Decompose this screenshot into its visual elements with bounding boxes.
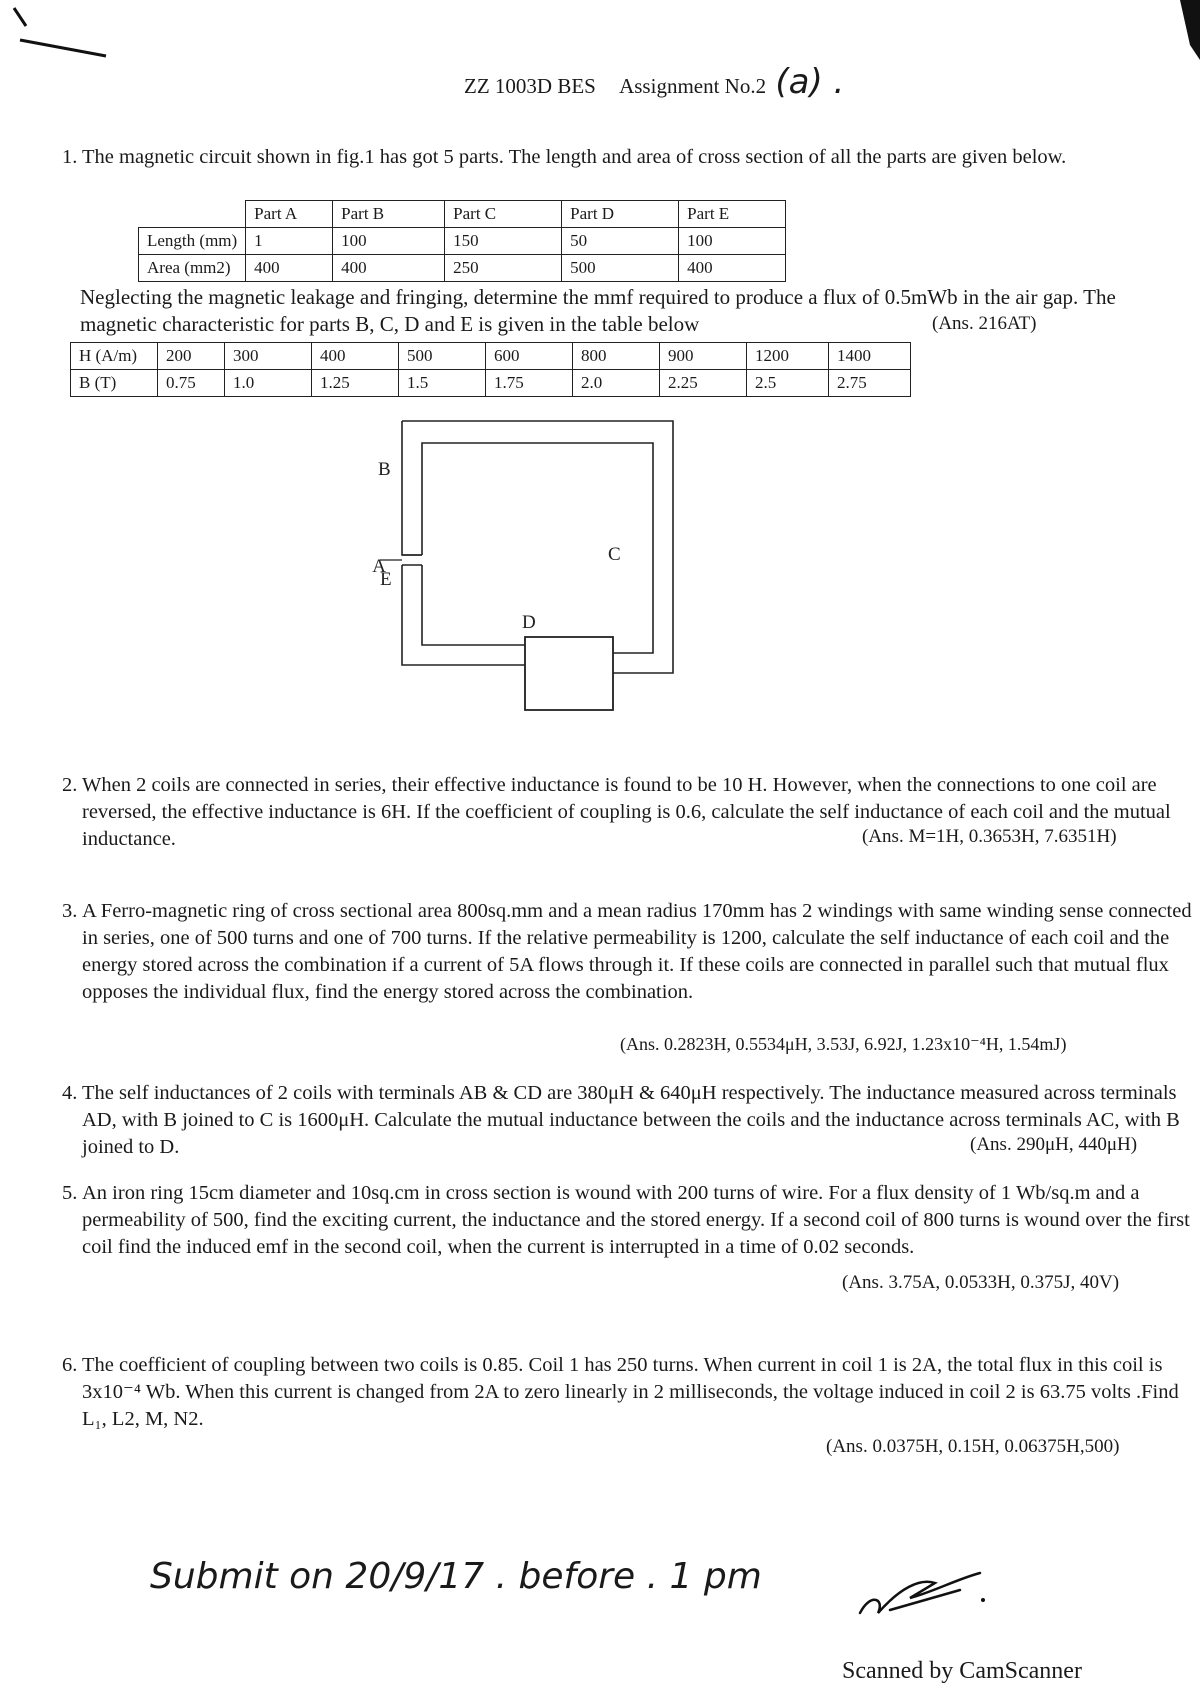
question-3-answer: (Ans. 0.2823H, 0.5534μH, 3.53J, 6.92J, 1.23x10⁻⁴H, 1.54mJ) [620,1034,1067,1054]
table-row [71,343,911,370]
parts-table [138,200,786,282]
table-row [71,370,911,397]
table-cell: Part B [333,201,445,228]
question-5 [62,1180,1192,1261]
signature-scribble [850,1558,990,1628]
question-1-text: Neglecting the magnetic leakage and fringing, determine the mmf required to produce a flux of 0.5mWb in the air gap. The magnetic characteristic for parts B, C, D and E is given in the table below [80,285,1116,336]
camscanner-watermark: Scanned by CamScanner [842,1658,1082,1684]
question-5-answer: (Ans. 3.75A, 0.0533H, 0.375J, 40V) [842,1272,1120,1293]
core-outline-b-outer [402,421,422,555]
question-4-answer: (Ans. 290μH, 440μH) [970,1134,1138,1155]
question-3-text: A Ferro-magnetic ring of cross sectional area 800sq.mm and a mean radius 170mm has 2 windings with same winding sense connected in series, one of 500 turns and one of 700 turns. If the relative permeability is 1200, calculate the self inductance of each coil and the energy stored across the combination if a current of 5A flows through it. If these coils are connected in parallel such that mutual flux opposes the individual flux, find the energy stored across the combination. [82,900,1192,1003]
table-row [139,228,786,255]
assignment-title: Assignment No.2 [619,74,767,98]
question-3 [62,898,1192,1006]
bh-table [70,342,911,397]
question-1-answer: (Ans. 216AT) [932,313,1037,334]
table-cell: 1400 [829,343,911,370]
part-d-block [525,637,613,710]
question-2-text: When 2 coils are connected in series, their effective inductance is found to be 10 H. However, when the connections to one coil are reversed, the effective inductance is 6H. If the coefficient of coupling is 0.6, calculate the self inductance of each coil and the mutual inductance. [82,774,1171,850]
handwritten-submit-note: Submit on 20/9/17 . before . 1 pm [150,1556,762,1597]
table-cell: 400 [312,343,399,370]
table-cell: 0.75 [158,370,225,397]
table-cell [139,201,246,228]
margin-mark-2 [20,40,106,56]
table-cell: 2.25 [660,370,747,397]
table-cell: 100 [679,228,786,255]
question-6-answer: (Ans. 0.0375H, 0.15H, 0.06375H,500) [826,1436,1120,1457]
question-1 [62,144,1192,171]
table-cell: Part C [445,201,562,228]
table-cell: B (T) [71,370,158,397]
table-cell: 1 [246,228,333,255]
table-cell: 400 [679,255,786,282]
core-outline-right [402,421,673,710]
question-1-intro: The magnetic circuit shown in fig.1 has got 5 parts. The length and area of cross section of all the parts are given below. [82,146,1067,168]
table-cell: 250 [445,255,562,282]
table-cell: 500 [562,255,679,282]
table-cell: 1200 [747,343,829,370]
table-cell: Part A [246,201,333,228]
label-e: E [380,569,392,590]
handwritten-suffix: (a) . [775,62,845,102]
table-cell: Area (mm2) [139,255,246,282]
table-cell: 400 [246,255,333,282]
table-cell: 100 [333,228,445,255]
core-outline-e-outer [402,565,525,665]
table-cell: 1.5 [399,370,486,397]
question-number: 5. [62,1182,78,1204]
table-cell: Length (mm) [139,228,246,255]
scan-edge-shadow [1180,0,1200,60]
table-cell: 2.5 [747,370,829,397]
course-code: ZZ 1003D BES [464,74,596,98]
question-4-text: The self inductances of 2 coils with terminals AB & CD are 380μH & 640μH respectively. The inductance measured across terminals AD, with B joined to C is 1600μH. Calculate the mutual inductance between the coils and the inductance across terminals AC, with B joined to D. [82,1082,1180,1158]
table-cell: 2.75 [829,370,911,397]
question-number: 4. [62,1082,78,1104]
table-cell: 900 [660,343,747,370]
table-cell: 50 [562,228,679,255]
header [464,62,844,102]
core-window-bottom [422,565,525,645]
table-cell: 600 [486,343,573,370]
question-6-text: The coefficient of coupling between two coils is 0.85. Coil 1 has 250 turns. When current in coil 1 is 2A, the total flux in this coil is 3x10⁻⁴ Wb. When this current is changed from 2A to zero linearly in 2 milliseconds, the voltage induced in coil 2 is 63.75 volts .Find L₁, L2, M, N2. [82,1354,1179,1430]
margin-mark-1 [14,8,26,26]
question-number: 3. [62,900,78,922]
label-b: B [378,459,391,480]
table-cell: 2.0 [573,370,660,397]
table-cell: 150 [445,228,562,255]
question-number: 6. [62,1354,78,1376]
table-cell: 300 [225,343,312,370]
table-row [139,255,786,282]
table-cell: 400 [333,255,445,282]
table-cell: 1.75 [486,370,573,397]
question-2-answer: (Ans. M=1H, 0.3653H, 7.6351H) [862,826,1117,847]
table-cell: H (A/m) [71,343,158,370]
question-number: 2. [62,774,78,796]
label-d: D [522,612,536,633]
parts-table-header [139,201,786,228]
magnetic-circuit-figure [360,420,680,730]
question-number: 1. [62,146,78,168]
table-cell: 1.0 [225,370,312,397]
question-6 [62,1352,1192,1433]
table-cell: 1.25 [312,370,399,397]
question-5-text: An iron ring 15cm diameter and 10sq.cm in cross section is wound with 200 turns of wire. For a flux density of 1 Wb/sq.m and a permeability of 500, find the exciting current, the inductance and the stored energy. If a second coil of 800 turns is wound over the first coil find the induced emf in the second coil, when the current is interrupted in a time of 0.02 seconds. [82,1182,1190,1258]
table-cell: 500 [399,343,486,370]
label-c: C [608,544,621,565]
table-cell: 200 [158,343,225,370]
table-cell: 800 [573,343,660,370]
table-cell: Part E [679,201,786,228]
table-cell: Part D [562,201,679,228]
label-a: A [372,556,386,577]
